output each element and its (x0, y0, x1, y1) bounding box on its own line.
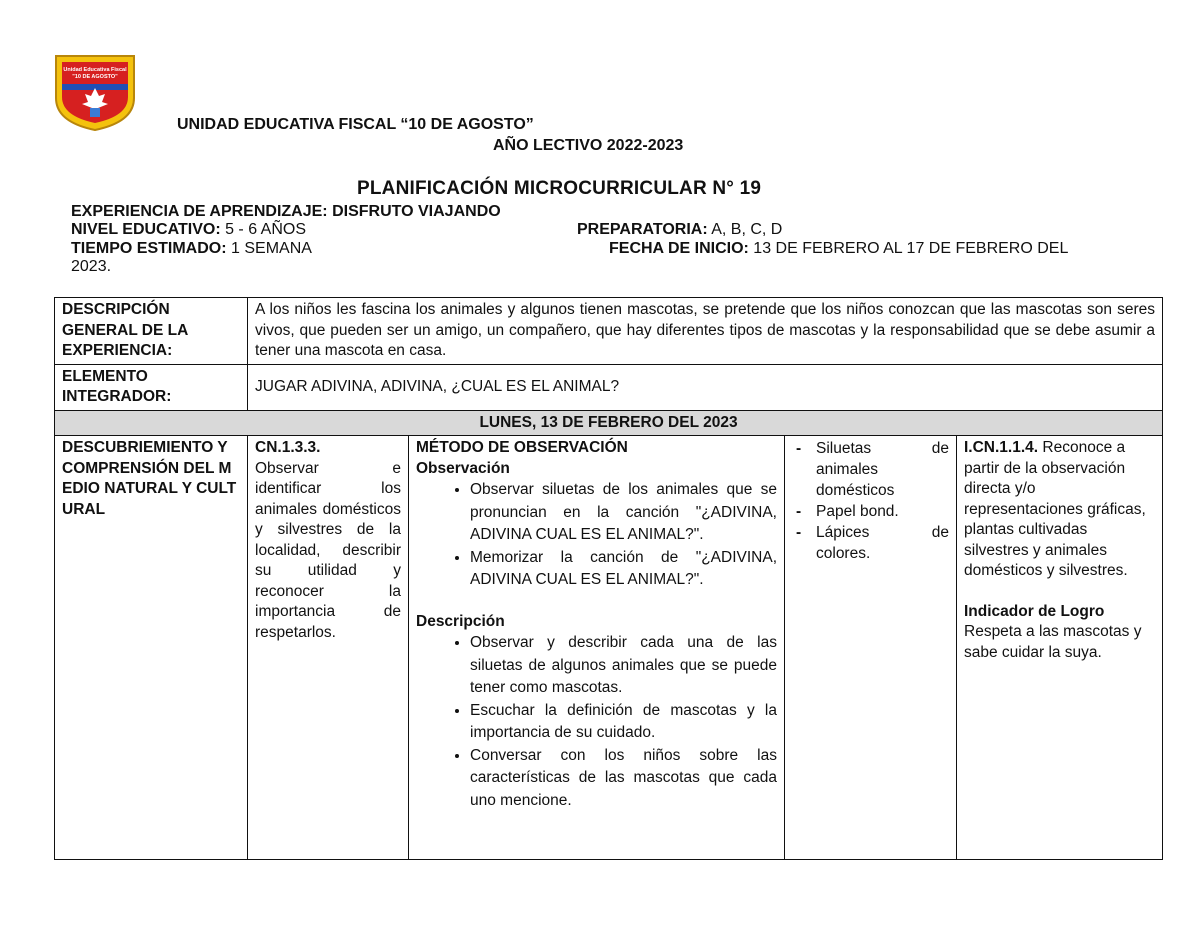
list-item: - Lápices de colores. (816, 522, 949, 564)
list-item: • Observar siluetas de los animales que se pronuncian en la canción "¿ADIVINA, ADIVINA CUAL ES EL ANIMAL?". (470, 479, 777, 547)
descripcion-title: Descripción (416, 612, 505, 630)
logro-text: Respeta a las mascotas y sabe cuidar la suya. (964, 623, 1142, 661)
logro-title: Indicador de Logro (964, 602, 1105, 620)
planning-table (54, 297, 1163, 860)
desc-label: DESCRIPCIÓN GENERAL DE LA EXPERIENCIA: (55, 298, 248, 365)
nivel-label: NIVEL EDUCATIVO: (71, 221, 221, 238)
destreza-text: Observar e identificar los animales domésticos y silvestres de la localidad, describir su utilidad y reconocer la importancia de respetarlos. (255, 459, 401, 641)
experiencia-line (71, 203, 501, 221)
list-item: - Siluetas de animales domésticos (816, 438, 949, 501)
fecha-value: 13 DE FEBRERO AL 17 DE FEBRERO DEL (748, 240, 1069, 257)
page-title: PLANIFICACIÓN MICROCURRICULAR N° 19 (357, 178, 762, 199)
school-year: AÑO LECTIVO 2022-2023 (493, 137, 684, 154)
recursos-list (792, 438, 949, 564)
day-header: LUNES, 13 DE FEBRERO DEL 2023 (55, 410, 1163, 436)
indicador-code: I.CN.1.1.4. (964, 439, 1039, 456)
fecha-line (609, 240, 1068, 258)
activity-row (55, 436, 1163, 860)
description-row (55, 298, 1163, 365)
school-crest-logo (52, 52, 138, 132)
tiempo-line (71, 240, 312, 258)
fecha-label: FECHA DE INICIO: (609, 240, 749, 257)
prep-label: PREPARATORIA: (577, 221, 708, 238)
elem-label: ELEMENTO INTEGRADOR: (55, 364, 248, 410)
tiempo-label: TIEMPO ESTIMADO: (71, 240, 227, 257)
elem-value: JUGAR ADIVINA, ADIVINA, ¿CUAL ES EL ANIMAL? (248, 364, 1163, 410)
recursos-cell (785, 436, 957, 860)
metodo-title: MÉTODO DE OBSERVACIÓN (416, 439, 628, 456)
nivel-line (71, 221, 306, 239)
desc-value: A los niños les fascina los animales y algunos tienen mascotas, se pretende que los niños conozcan que las mascotas son seres vivos, que pueden ser un amigo, un compañero, que hay diferentes tipos de mascotas y la responsabilidad que se debe asumir a tener una mascota en casa. (248, 298, 1163, 365)
list-item: • Memorizar la canción de "¿ADIVINA, ADIVINA CUAL ES EL ANIMAL?". (470, 547, 777, 592)
list-item: - Papel bond. (816, 501, 949, 522)
shield-emblem-icon (52, 52, 138, 132)
observacion-list (416, 479, 777, 592)
fecha-continuation: 2023. (71, 258, 112, 275)
list-item: • Observar y describir cada una de las siluetas de algunos animales que se puede tener como mascotas. (470, 632, 777, 700)
destreza-code: CN.1.3.3. (255, 439, 321, 456)
nivel-value: 5 - 6 AÑOS (220, 221, 307, 238)
tiempo-value: 1 SEMANA (226, 240, 312, 257)
ambito-cell: DESCUBRIEMIENTO Y COMPRENSIÓN DEL MEDIO NATURAL Y CULTURAL (55, 436, 248, 860)
list-item: • Conversar con los niños sobre las características de las mascotas que cada uno mencione. (470, 745, 777, 813)
destreza-cell (248, 436, 409, 860)
observacion-title: Observación (416, 459, 510, 477)
prep-value: A, B, C, D (707, 221, 783, 238)
descripcion-list (416, 632, 777, 812)
preparatoria-line (577, 221, 782, 239)
list-item: • Escuchar la definición de mascotas y la importancia de su cuidado. (470, 700, 777, 745)
experiencia-text: EXPERIENCIA DE APRENDIZAJE: DISFRUTO VIAJANDO (71, 203, 501, 220)
school-name: UNIDAD EDUCATIVA FISCAL “10 DE AGOSTO” (177, 116, 534, 133)
integrator-row (55, 364, 1163, 410)
crest-text-2: "10 DE AGOSTO" (72, 74, 118, 80)
crest-text-1: Unidad Educativa Fiscal (63, 67, 127, 73)
indicador-cell (957, 436, 1163, 860)
day-row (55, 410, 1163, 436)
indicador-text: Reconoce a partir de la observación directa y/o representaciones gráficas, plantas cultivadas silvestres y animales domésticos y silvestres. (964, 439, 1146, 579)
indicador-text-block (964, 438, 1155, 582)
metodo-cell (409, 436, 785, 860)
